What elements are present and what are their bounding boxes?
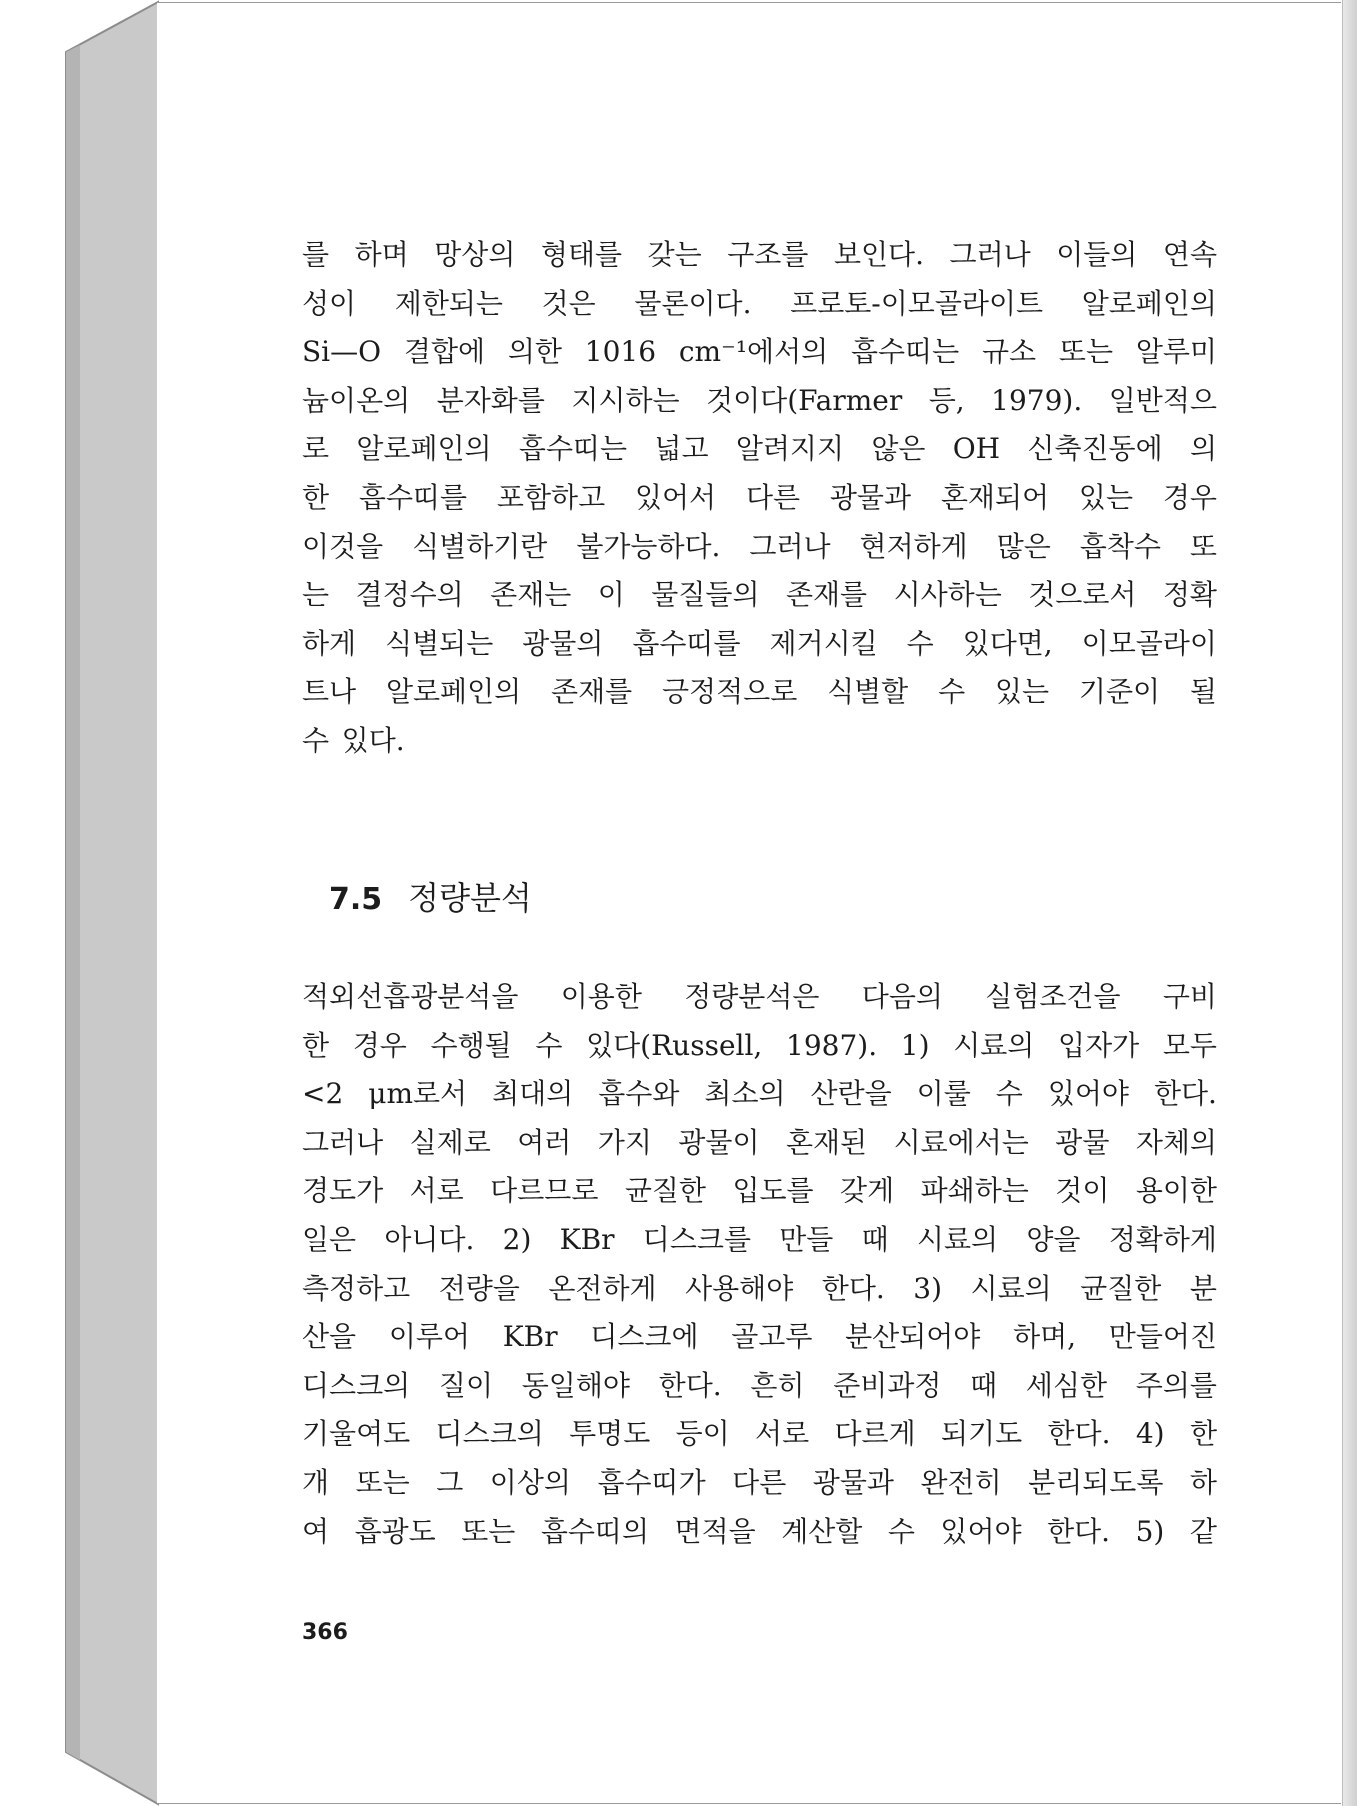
text-line: 늄이온의 분자화를 지시하는 것이다(Farmer 등, 1979). 일반적으 (302, 383, 1217, 417)
text-line: 로 알로페인의 흡수띠는 넓고 알려지지 않은 OH 신축진동에 의 (302, 432, 1217, 466)
section-title: 정량분석 (408, 879, 532, 917)
text-line: 개 또는 그 이상의 흡수띠가 다른 광물과 완전히 분리되도록 하 (302, 1465, 1217, 1499)
text-line: 여 흡광도 또는 흡수띠의 면적을 계산할 수 있어야 한다. 5) 같 (302, 1514, 1217, 1548)
text-line: 측정하고 전량을 온전하게 사용해야 한다. 3) 시료의 균질한 분 (302, 1271, 1217, 1305)
paragraph-1 (302, 231, 1217, 766)
section-heading (329, 873, 532, 919)
text-line: 수 있다. (302, 723, 405, 757)
text-line: 한 경우 수행될 수 있다(Russell, 1987). 1) 시료의 입자가 모두 (302, 1028, 1217, 1062)
text-line: 경도가 서로 다르므로 균질한 입도를 갖게 파쇄하는 것이 용이한 (302, 1174, 1217, 1208)
text-line: 디스크의 질이 동일해야 한다. 흔히 준비과정 때 세심한 주의를 (302, 1368, 1217, 1402)
paragraph-2 (302, 973, 1217, 1556)
text-line: 일은 아니다. 2) KBr 디스크를 만들 때 시료의 양을 정확하게 (302, 1222, 1217, 1256)
page-number: 366 (302, 1620, 348, 1645)
text-line: 트나 알로페인의 존재를 긍정적으로 식별할 수 있는 기준이 될 (302, 675, 1217, 709)
text-line: 산을 이루어 KBr 디스크에 골고루 분산되어야 하며, 만들어진 (302, 1320, 1217, 1354)
text-line: Si—O 결합에 의한 1016 cm⁻¹에서의 흡수띠는 규소 또는 알루미 (302, 335, 1217, 369)
text-line: 성이 제한되는 것은 물론이다. 프로토-이모골라이트 알로페인의 (302, 286, 1217, 320)
book-page (157, 2, 1341, 1804)
text-line: 를 하며 망상의 형태를 갖는 구조를 보인다. 그러나 이들의 연속 (302, 238, 1217, 271)
text-line: 이것을 식별하기란 불가능하다. 그러나 현저하게 많은 흡착수 또 (302, 529, 1217, 563)
page-edge (1342, 0, 1357, 1806)
text-line: 적외선흡광분석을 이용한 정량분석은 다음의 실험조건을 구비 (302, 980, 1217, 1013)
book-spine (0, 0, 160, 1806)
text-line: 는 결정수의 존재는 이 물질들의 존재를 시사하는 것으로서 정확 (302, 578, 1217, 612)
section-number: 7.5 (329, 882, 383, 917)
text-line: 기울여도 디스크의 투명도 등이 서로 다르게 되기도 한다. 4) 한 (302, 1417, 1217, 1451)
text-line: 한 흡수띠를 포함하고 있어서 다른 광물과 혼재되어 있는 경우 (302, 480, 1217, 514)
text-line: 그러나 실제로 여러 가지 광물이 혼재된 시료에서는 광물 자체의 (302, 1125, 1217, 1159)
text-line: <2 μm로서 최대의 흡수와 최소의 산란을 이룰 수 있어야 한다. (302, 1077, 1217, 1111)
text-line: 하게 식별되는 광물의 흡수띠를 제거시킬 수 있다면, 이모골라이 (302, 626, 1217, 660)
